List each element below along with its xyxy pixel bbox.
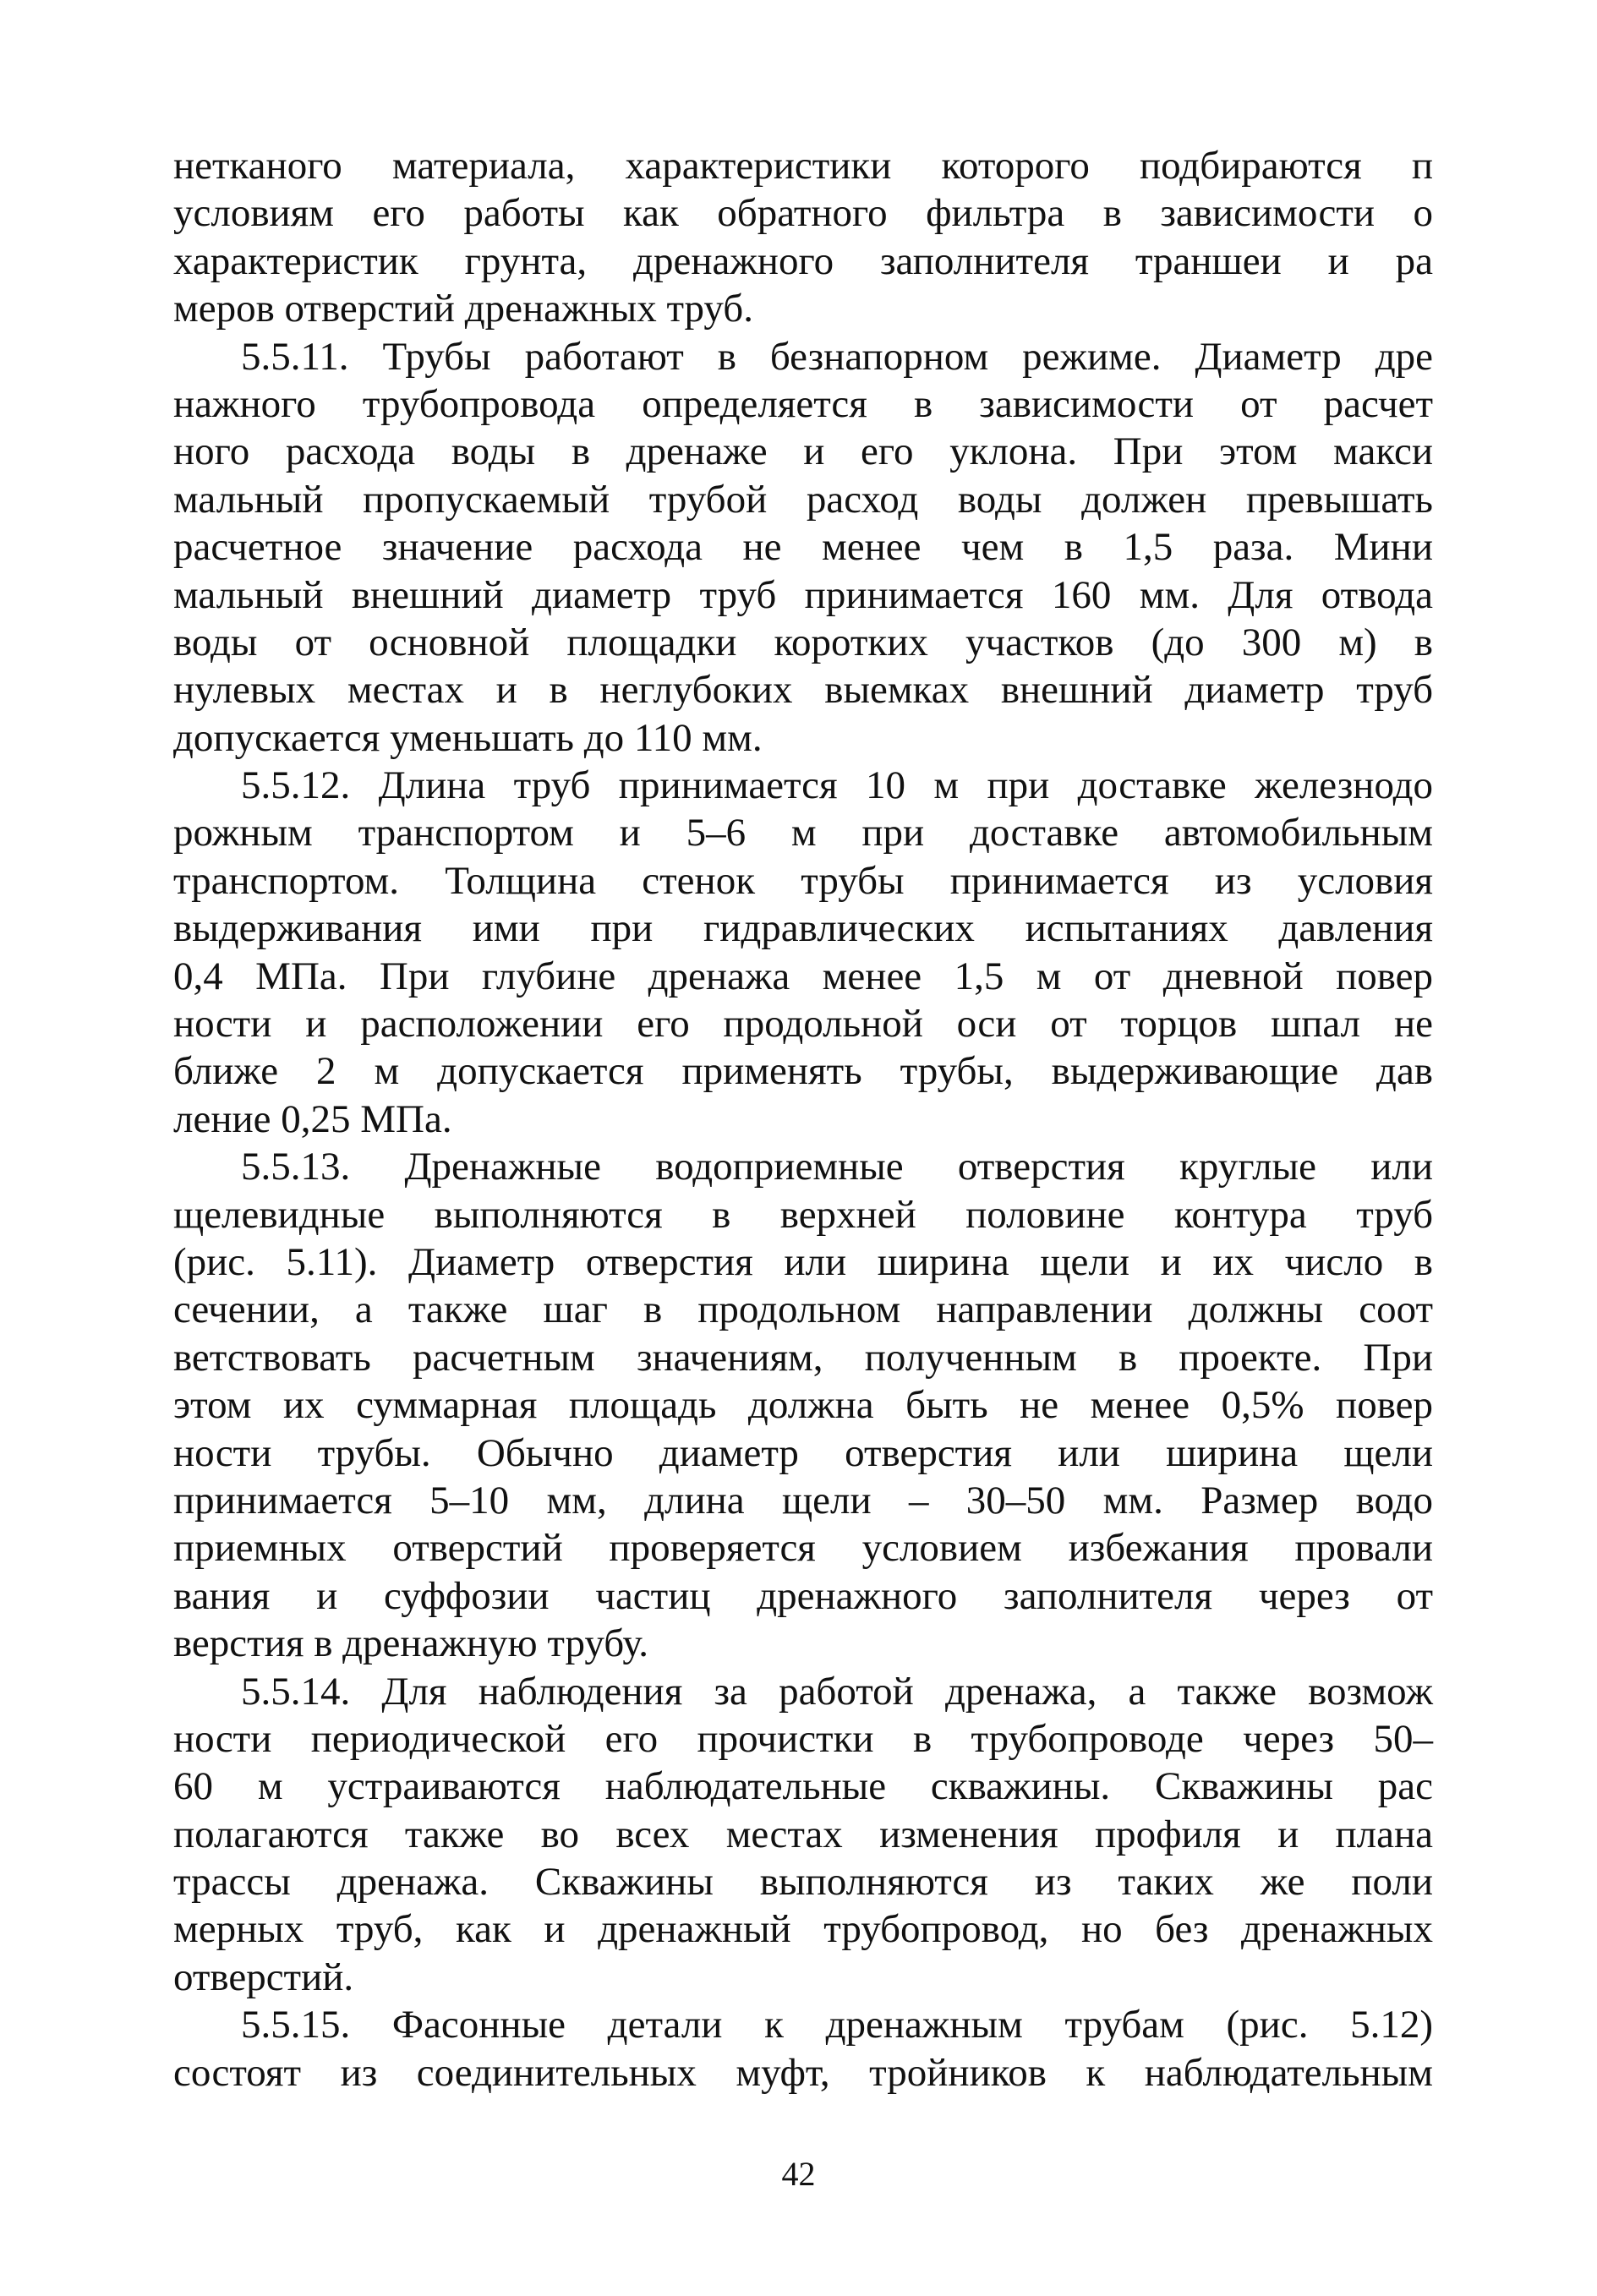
text-line: вания и суффозии частиц дренажного заполнителя через от [173,1573,1433,1618]
text-line: (рис. 5.11). Диаметр отверстия или ширина щели и их число в [173,1239,1433,1284]
section-start-5-5-14: 5.5.14. Для наблюдения за работой дренажа, а также возмож [241,1669,1433,1714]
text-line: отверстий. [173,1954,354,1999]
text-line: 0,4 МПа. При глубине дренажа менее 1,5 м от дневной повер [173,954,1433,998]
section-start-5-5-12: 5.5.12. Длина труб принимается 10 м при доставке железнодо [241,763,1433,808]
text-line: допускается уменьшать до 110 мм. [173,715,763,760]
text-line: ности и расположении его продольной оси от торцов шпал не [173,1002,1433,1047]
text-line: характеристик грунта, дренажного заполнителя траншеи и ра [173,238,1433,283]
text-line: принимается 5–10 мм, длина щели – 30–50 мм. Размер водо [173,1478,1433,1522]
text-line: воды от основной площадки коротких участков (до 300 м) в [173,620,1433,664]
text-line: условиям его работы как обратного фильтра в зависимости о [173,191,1433,236]
text-line: ного расхода воды в дренаже и его уклона. При этом макси [173,429,1433,474]
text-line: выдерживания ими при гидравлических испытаниях давления [173,906,1433,951]
text-line: транспортом. Толщина стенок трубы принимается из условия [173,858,1433,903]
text-line: ветствовать расчетным значениям, полученным в проекте. При [173,1335,1433,1380]
section-start-5-5-11: 5.5.11. Трубы работают в безнапорном режиме. Диаметр дре [241,334,1433,379]
text-line: полагаются также во всех местах изменения профиля и плана [173,1812,1433,1856]
text-line: ление 0,25 МПа. [173,1096,452,1141]
text-line: нажного трубопровода определяется в зависимости от расчет [173,381,1433,426]
body-text [173,142,1433,2096]
text-line: приемных отверстий проверяется условием избежания провали [173,1526,1433,1571]
text-line: 60 м устраиваются наблюдательные скважины. Скважины рас [173,1764,1433,1809]
text-line: ности трубы. Обычно диаметр отверстия или ширина щели [173,1430,1433,1475]
text-line: ближе 2 м допускается применять трубы, выдерживающие дав [173,1049,1433,1094]
page-number: 42 [781,2155,816,2193]
text-line: щелевидные выполняются в верхней половине контура труб [173,1192,1433,1237]
section-start-5-5-15: 5.5.15. Фасонные детали к дренажным трубам (рис. 5.12) [241,2003,1433,2047]
text-line: нулевых местах и в неглубоких выемках внешний диаметр труб [173,668,1433,713]
text-line: состоят из соединительных муфт, тройников к наблюдательным [173,2050,1433,2095]
text-line: ности периодической его прочистки в трубопроводе через 50– [173,1716,1433,1761]
section-start-5-5-13: 5.5.13. Дренажные водоприемные отверстия круглые или [241,1145,1433,1189]
text-line: сечении, а также шаг в продольном направлении должны соот [173,1287,1433,1332]
text-line: меров отверстий дренажных труб. [173,287,753,331]
text-line: мальный пропускаемый трубой расход воды должен превышать [173,477,1433,522]
text-line: мерных труб, как и дренажный трубопровод, но без дренажных [173,1907,1433,1952]
text-line: трассы дренажа. Скважины выполняются из таких же поли [173,1860,1433,1905]
text-line: верстия в дренажную трубу. [173,1621,648,1666]
text-line: этом их суммарная площадь должна быть не менее 0,5% повер [173,1383,1433,1428]
text-line: мальный внешний диаметр труб принимается 160 мм. Для отвода [173,572,1433,617]
text-line: расчетное значение расхода не менее чем в 1,5 раза. Мини [173,525,1433,570]
text-line: нетканого материала, характеристики которого подбираются п [173,144,1433,188]
text-line: рожным транспортом и 5–6 м при доставке автомобильным [173,811,1433,856]
